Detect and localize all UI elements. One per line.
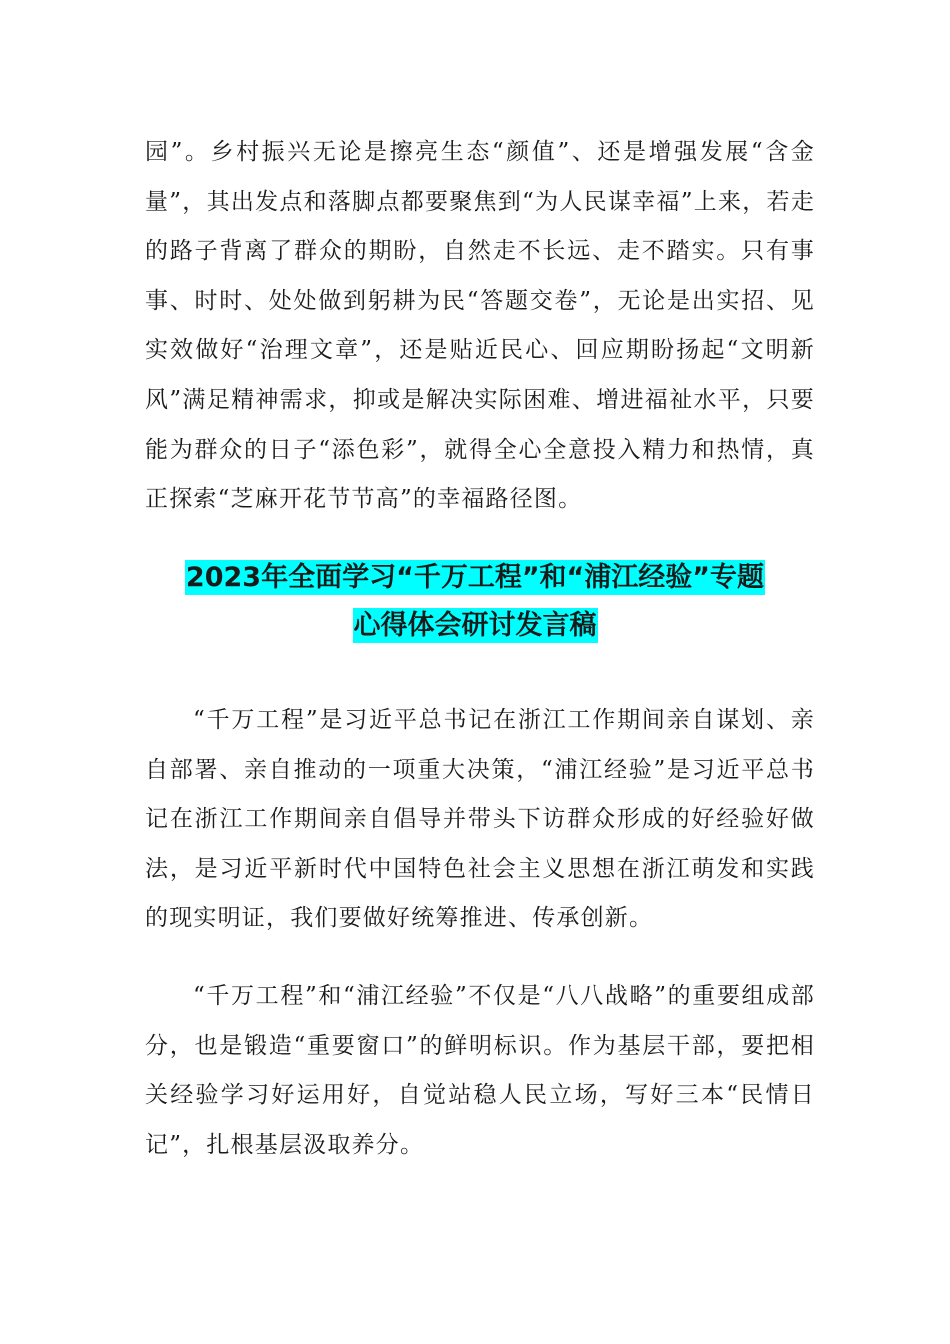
intro-paragraph: 园”。乡村振兴无论是擦亮生态“颜值”、还是增强发展“含金量”，其出发点和落脚点都要聚焦到“为人民谋幸福”上来，若走的路子背离了群众的期盼，自然走不长远、走不踏实。只有事事、时时、处处做到躬耕为民“答题交卷”，无论是出实招、见实效做好“治理文章”，还是贴近民心、回应期盼扬起“文明新风”满足精神需求，抑或是解决实际困难、增进福祉水平，只要能为群众的日子“添色彩”，就得全心全意投入精力和热情，真正探索“芝麻开花节节高”的幸福路径图。 (145, 139, 815, 513)
title-highlight-1: 2023年全面学习“千万工程”和“浦江经验”专题 (185, 562, 765, 593)
body-paragraph-1: “千万工程”是习近平总书记在浙江工作期间亲自谋划、亲自部署、亲自推动的一项重大决策，“浦江经验”是习近平总书记在浙江工作期间亲自倡导并带头下访群众形成的好经验好做法，是习近平新时代中国特色社会主义思想在浙江萌发和实践的现实明证，我们要做好统筹推进、传承创新。 (145, 707, 815, 932)
document-title-line-2 (0, 600, 950, 652)
document-title-line-1 (0, 552, 950, 604)
title-highlight-2: 心得体会研讨发言稿 (353, 610, 597, 641)
body-paragraph-2: “千万工程”和“浦江经验”不仅是“八八战略”的重要组成部分，也是锻造“重要窗口”的鲜明标识。作为基层干部，要把相关经验学习好运用好，自觉站稳人民立场，写好三本“民情日记”，扎根基层汲取养分。 (145, 983, 815, 1158)
